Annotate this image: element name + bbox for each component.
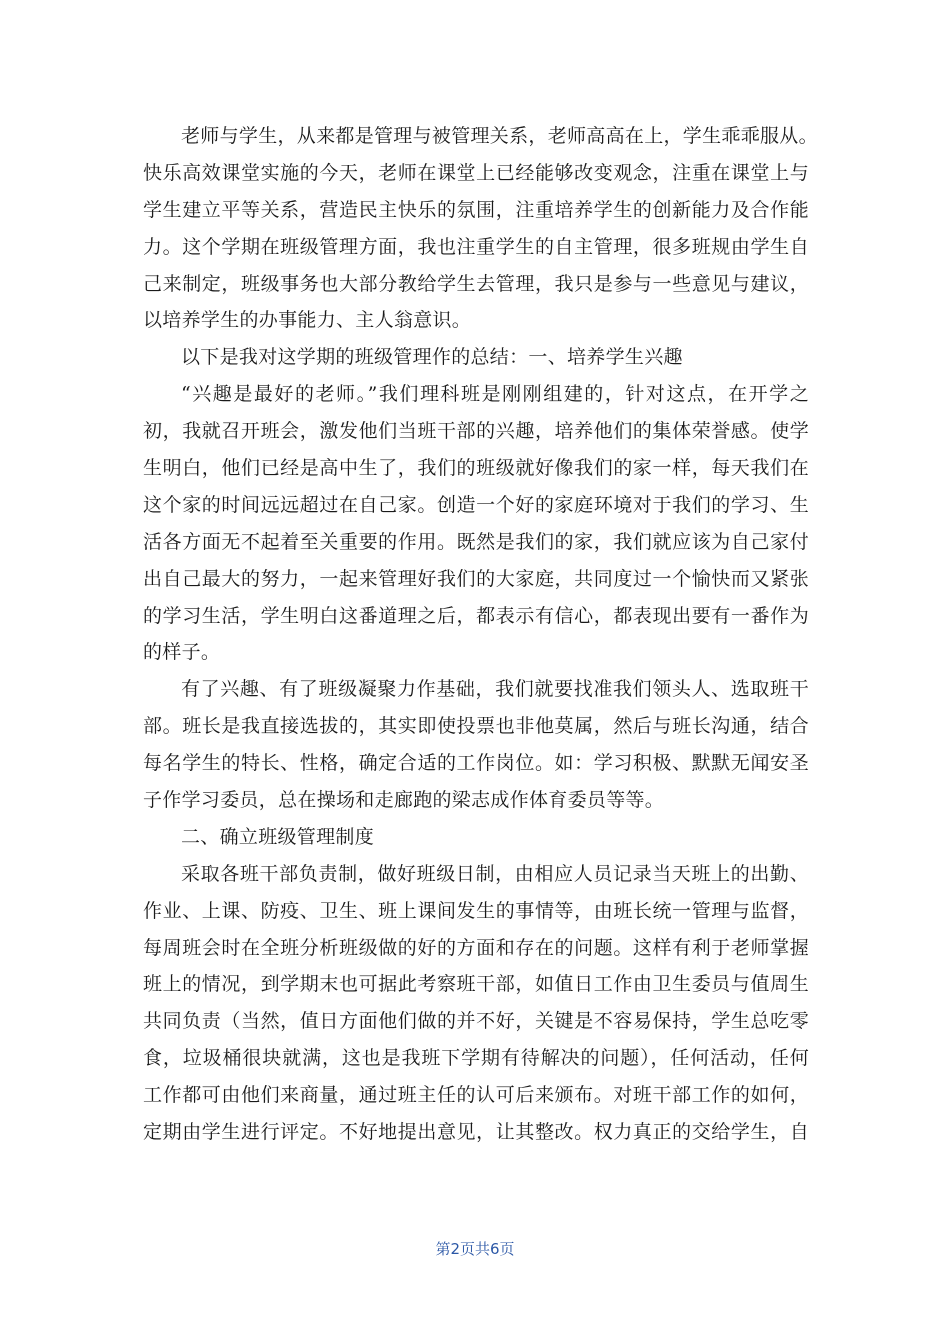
text-line: 班上的情况，到学期末也可据此考察班干部，如值日工作由卫生委员与值周生 (143, 973, 809, 996)
text-line: 这个家的时间远远超过在自己家。创造一个好的家庭环境对于我们的学习、生 (143, 493, 809, 516)
text-line: 快乐高效课堂实施的今天，老师在课堂上已经能够改变观念，注重在课堂上与 (143, 161, 809, 184)
text-line: 采取各班干部负责制，做好班级日制，由相应人员记录当天班上的出勤、 (181, 862, 809, 885)
text-line: 作业、上课、防疫、卫生、班上课间发生的事情等，由班长统一管理与监督， (143, 899, 809, 922)
text-line: 每名学生的特长、性格，确定合适的工作岗位。如：学习积极、默默无闻安圣 (143, 752, 809, 775)
text-line: 部。班长是我直接选拔的，其实即使投票也非他莫属，然后与班长沟通，结合 (143, 715, 809, 738)
text-line: 每周班会时在全班分析班级做的好的方面和存在的问题。这样有利于老师掌握 (143, 936, 809, 959)
text-line: 学生建立平等关系，营造民主快乐的氛围，注重培养学生的创新能力及合作能 (143, 198, 809, 221)
text-line: 的样子。 (143, 641, 221, 664)
page-number-footer: 第2页共6页 (435, 1240, 515, 1258)
text-line: 老师与学生，从来都是管理与被管理关系，老师高高在上，学生乖乖服从。 (181, 125, 818, 147)
text-line: 定期由学生进行评定。不好地提出意见，让其整改。权力真正的交给学生，自 (143, 1121, 809, 1144)
document-body (143, 118, 818, 1151)
text-line: 以培养学生的办事能力、主人翁意识。 (143, 309, 472, 332)
text-line: 出自己最大的努力，一起来管理好我们的大家庭，共同度过一个愉快而又紧张 (143, 567, 809, 590)
text-line: 活各方面无不起着至关重要的作用。既然是我们的家，我们就应该为自己家付 (143, 530, 809, 553)
text-line: 生明白，他们已经是高中生了，我们的班级就好像我们的家一样，每天我们在 (143, 457, 809, 480)
text-line: 二、确立班级管理制度 (181, 825, 375, 848)
text-line: 己来制定，班级事务也大部分教给学生去管理，我只是参与一些意见与建议， (143, 272, 809, 295)
text-line: 子作学习委员，总在操场和走廊跑的梁志成作体育委员等等。 (143, 789, 665, 812)
text-line: 力。这个学期在班级管理方面，我也注重学生的自主管理，很多班规由学生自 (143, 235, 809, 258)
text-line: 初，我就召开班会，激发他们当班干部的兴趣，培养他们的集体荣誉感。使学 (143, 420, 809, 443)
text-line: 有了兴趣、有了班级凝聚力作基础，我们就要找准我们领头人、选取班干 (181, 678, 809, 701)
text-line: 食，垃圾桶很块就满，这也是我班下学期有待解决的问题），任何活动，任何 (143, 1047, 809, 1070)
text-line: 的学习生活，学生明白这番道理之后，都表示有信心，都表现出要有一番作为 (143, 604, 809, 627)
text-line: 工作都可由他们来商量，通过班主任的认可后来颁布。对班干部工作的如何， (143, 1084, 809, 1107)
text-line: 共同负责（当然，值日方面他们做的并不好，关键是不容易保持，学生总吃零 (143, 1010, 809, 1033)
text-line: “兴趣是最好的老师。”我们理科班是刚刚组建的，针对这点，在开学之 (181, 383, 809, 406)
text-line: 以下是我对这学期的班级管理作的总结：一、培养学生兴趣 (181, 346, 683, 369)
